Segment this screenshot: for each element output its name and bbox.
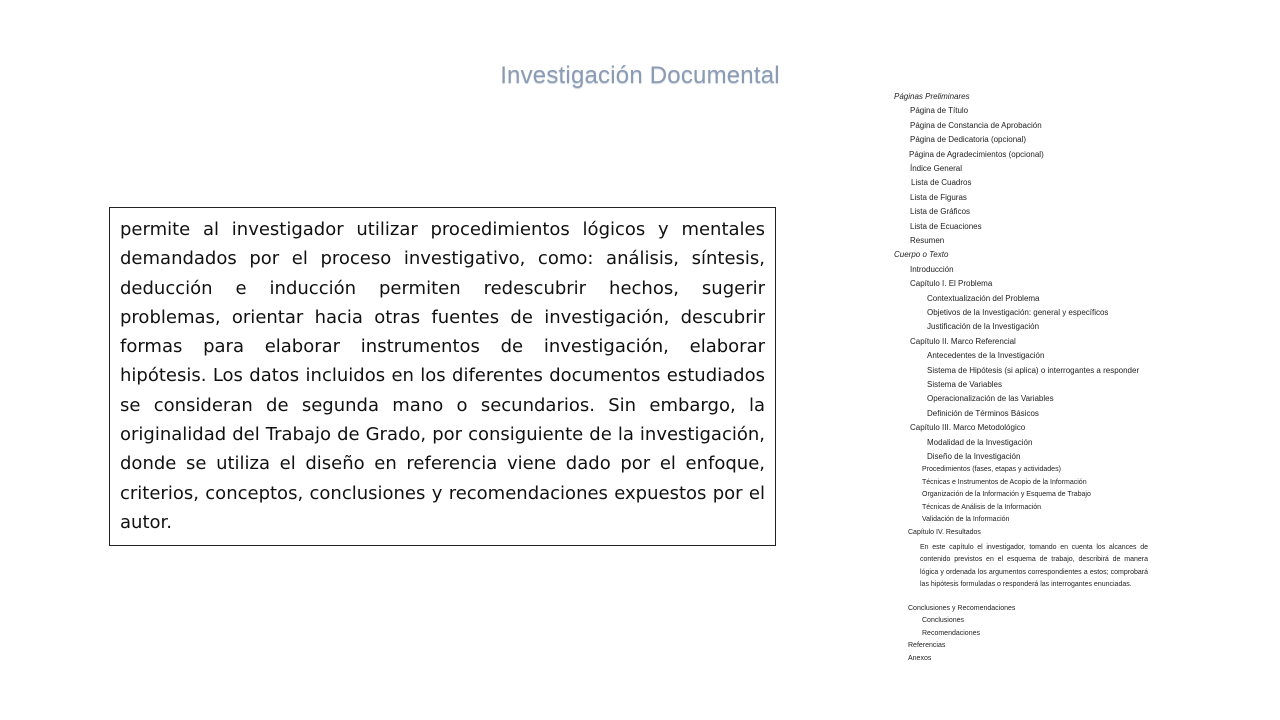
toc-item: Página de Dedicatoria (opcional): [910, 135, 1027, 145]
toc-item: Validación de la Información: [922, 516, 1010, 524]
toc-item: Resumen: [910, 236, 945, 245]
toc-item: Objetivos de la Investigación: general y específicos: [927, 308, 1109, 317]
toc-item: Procedimientos (fases, etapas y actividades): [922, 466, 1061, 473]
body-text-box: permite al investigador utilizar procedimientos lógicos y mentales demandados por el proceso investigativo, como: análisis, síntesis, deducción e inducción permiten redescubrir hechos, sugerir problemas, orientar hacia otras fuentes de investigación, descubrir formas para elaborar instrumentos de investigación, elaborar hipótesis. Los datos incluidos en los diferentes documentos estudiados se consideran de segunda mano o secundarios. Sin embargo, la originalidad del Trabajo de Grado, por consiguiente de la investigación, donde se utiliza el diseño en referencia viene dado por el enfoque, criterios, conceptos, conclusiones y recomendaciones expuestos por el autor.: [109, 207, 776, 546]
toc-item: Página de Constancia de Aprobación: [910, 120, 1042, 130]
toc-heading-cuerpo: Cuerpo o Texto: [894, 250, 949, 260]
toc-item: Operacionalización de las Variables: [927, 394, 1054, 404]
toc-item: Recomendaciones: [922, 629, 980, 637]
toc-item: Lista de Gráficos: [910, 207, 971, 217]
toc-item: Introducción: [910, 264, 954, 274]
toc-item: Índice General: [910, 164, 963, 173]
toc-item: Conclusiones y Recomendaciones: [908, 604, 1016, 612]
toc-item: Anexos: [908, 655, 932, 662]
toc-heading-preliminares: Páginas Preliminares: [894, 92, 970, 101]
toc-item: Técnicas de Análisis de la Información: [922, 503, 1042, 511]
toc-item: Técnicas e Instrumentos de Acopio de la Información: [922, 478, 1087, 486]
toc-item: Página de Agradecimientos (opcional): [909, 149, 1044, 159]
toc-item: Referencias: [908, 642, 946, 650]
toc-item: Lista de Figuras: [910, 192, 967, 202]
toc-item: Diseño de la Investigación: [927, 452, 1021, 461]
toc-chapter4-description: En este capítulo el investigador, tomando en cuenta los alcances de contenido previstos en el esquema de trabajo, describirá de manera lógica y ordenada los argumentos correspondientes a estos; comprobará las hipótesis formuladas o responderá las interrogantes enunciadas.: [920, 543, 1148, 589]
toc-item: Lista de Cuadros: [911, 178, 972, 188]
toc-item: Capítulo IV. Resultados: [908, 529, 981, 536]
toc-item: Capítulo II. Marco Referencial: [910, 336, 1016, 346]
toc-item: Contextualización del Problema: [927, 293, 1040, 303]
toc-item: Antecedentes de la Investigación: [927, 351, 1045, 361]
toc-item: Modalidad de la Investigación: [927, 437, 1033, 447]
toc-item: Capítulo III. Marco Metodológico: [910, 423, 1026, 433]
toc-item: Organización de la Información y Esquema de Trabajo: [922, 491, 1091, 499]
toc-item: Página de Título: [910, 106, 969, 116]
toc-item: Sistema de Hipótesis (si aplica) o interrogantes a responder: [927, 365, 1140, 375]
slide-title: Investigación Documental: [500, 62, 780, 89]
toc-item: Lista de Ecuaciones: [910, 221, 982, 231]
toc-item: Conclusiones: [922, 617, 965, 625]
toc-item: Justificación de la Investigación: [927, 322, 1040, 332]
toc-item: Sistema de Variables: [927, 380, 1002, 389]
toc-item: Capítulo I. El Problema: [910, 279, 993, 289]
toc-item: Definición de Términos Básicos: [927, 408, 1039, 418]
